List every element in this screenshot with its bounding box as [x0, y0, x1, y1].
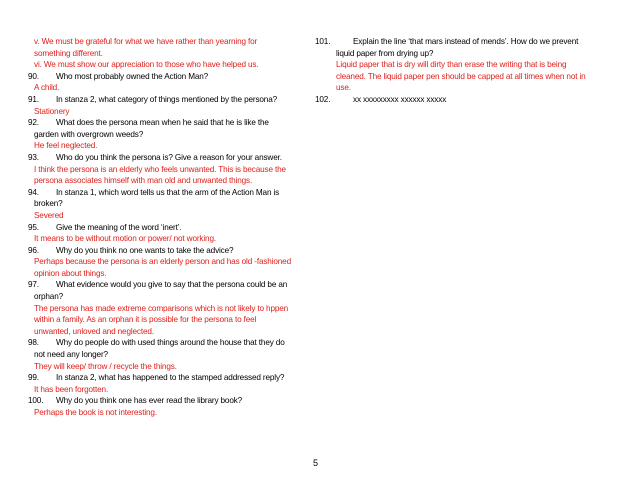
- answer-line: Severed: [34, 210, 64, 220]
- answer-line: He feel neglected.: [34, 141, 98, 151]
- answer-line: Perhaps because the persona is an elderly person and has old -fashioned: [34, 257, 291, 267]
- question-number: 91.: [28, 94, 39, 104]
- question-text: Who most probably owned the Action Man?: [56, 71, 209, 81]
- question-number: 100.: [28, 396, 44, 406]
- answer-line: Stationery: [34, 106, 70, 116]
- answer-line: within a family. As an orphan it is possible for the persona to feel: [34, 315, 257, 325]
- question-line: [28, 117, 310, 129]
- question-text: In stanza 1, which word tells us that the arm of the Action Man is: [56, 187, 280, 197]
- answer-line: v. We must be grateful for what we have rather than yearning for: [34, 37, 258, 46]
- answer-line: A child.: [34, 83, 60, 93]
- question-line: [28, 395, 310, 407]
- answer-line: It has been forgotten.: [34, 384, 109, 394]
- answer-line: They will keep/ throw / recycle the things.: [34, 361, 177, 371]
- question-continuation: orphan?: [34, 292, 63, 302]
- answer-line: The persona has made extreme comparisons which is not likely to hppen: [34, 303, 289, 313]
- answer-line: vi. We must show our appreciation to those who have helped us.: [34, 60, 259, 70]
- question-continuation: liquid paper from drying up?: [336, 48, 434, 58]
- question-text: Explain the line ‘that mars instead of mends’. How do we prevent: [353, 37, 579, 46]
- question-number: 92.: [28, 118, 39, 128]
- question-number: 96.: [28, 245, 39, 255]
- question-text: Why do you think one has ever read the library book?: [56, 396, 243, 406]
- question-number: 93.: [28, 152, 39, 162]
- question-number: 95.: [28, 222, 39, 232]
- answer-line: something different.: [34, 48, 103, 58]
- question-number: 94.: [28, 187, 39, 197]
- answer-line: cleaned. The liquid paper pen should be capped at all times when not in: [336, 71, 586, 81]
- answer-line: opinion about things.: [34, 268, 107, 278]
- answer-line: I think the persona is an elderly who feels unwanted. This is because the: [34, 164, 286, 174]
- page-number: 5: [313, 458, 319, 468]
- question-text: Who do you think the persona is? Give a reason for your answer.: [56, 152, 282, 162]
- question-continuation: broken?: [34, 199, 63, 209]
- question-number: 101.: [315, 37, 331, 46]
- question-line: [28, 372, 310, 384]
- answer-line: It means to be without motion or power/ not working.: [34, 234, 216, 244]
- question-text: What does the persona mean when he said that he is like the: [56, 118, 269, 128]
- question-text: Why do you think no one wants to take the advice?: [56, 245, 234, 255]
- question-number: 102.: [315, 94, 331, 104]
- question-line: [315, 94, 620, 106]
- question-line: [28, 152, 310, 164]
- answer-line: use.: [336, 83, 351, 93]
- question-line: [28, 187, 310, 199]
- question-line: [28, 71, 310, 83]
- question-number: 99.: [28, 373, 39, 383]
- right-column: [315, 36, 620, 106]
- question-line: [28, 279, 310, 291]
- question-text: What evidence would you give to say that the persona could be an: [56, 280, 288, 290]
- question-line: [28, 94, 310, 106]
- question-continuation: garden with overgrown weeds?: [34, 129, 144, 139]
- question-line: [315, 36, 620, 48]
- question-text: In stanza 2, what category of things mentioned by the persona?: [56, 94, 278, 104]
- question-text: Why do people do with used things around the house that they do: [56, 338, 285, 348]
- question-line: [28, 245, 310, 257]
- answer-line: Liquid paper that is dry will dirty than erase the writing that is being: [336, 60, 567, 70]
- answer-line: Perhaps the book is not interesting.: [34, 408, 157, 417]
- question-line: [28, 337, 310, 349]
- question-continuation: not need any longer?: [34, 350, 108, 360]
- question-text: Give the meaning of the word ‘inert’.: [56, 222, 182, 232]
- question-number: 98.: [28, 338, 39, 348]
- question-number: 90.: [28, 71, 39, 81]
- question-line: [28, 222, 310, 234]
- question-text: xx xxxxxxxxx xxxxxx xxxxx: [353, 94, 447, 104]
- question-text: In stanza 2, what has happened to the stamped addressed reply?: [56, 373, 285, 383]
- answer-line: persona associates himself with man old and unwanted things.: [34, 176, 253, 186]
- left-column: [28, 36, 310, 419]
- question-number: 97.: [28, 280, 39, 290]
- answer-line: unwanted, unloved and neglected.: [34, 326, 154, 336]
